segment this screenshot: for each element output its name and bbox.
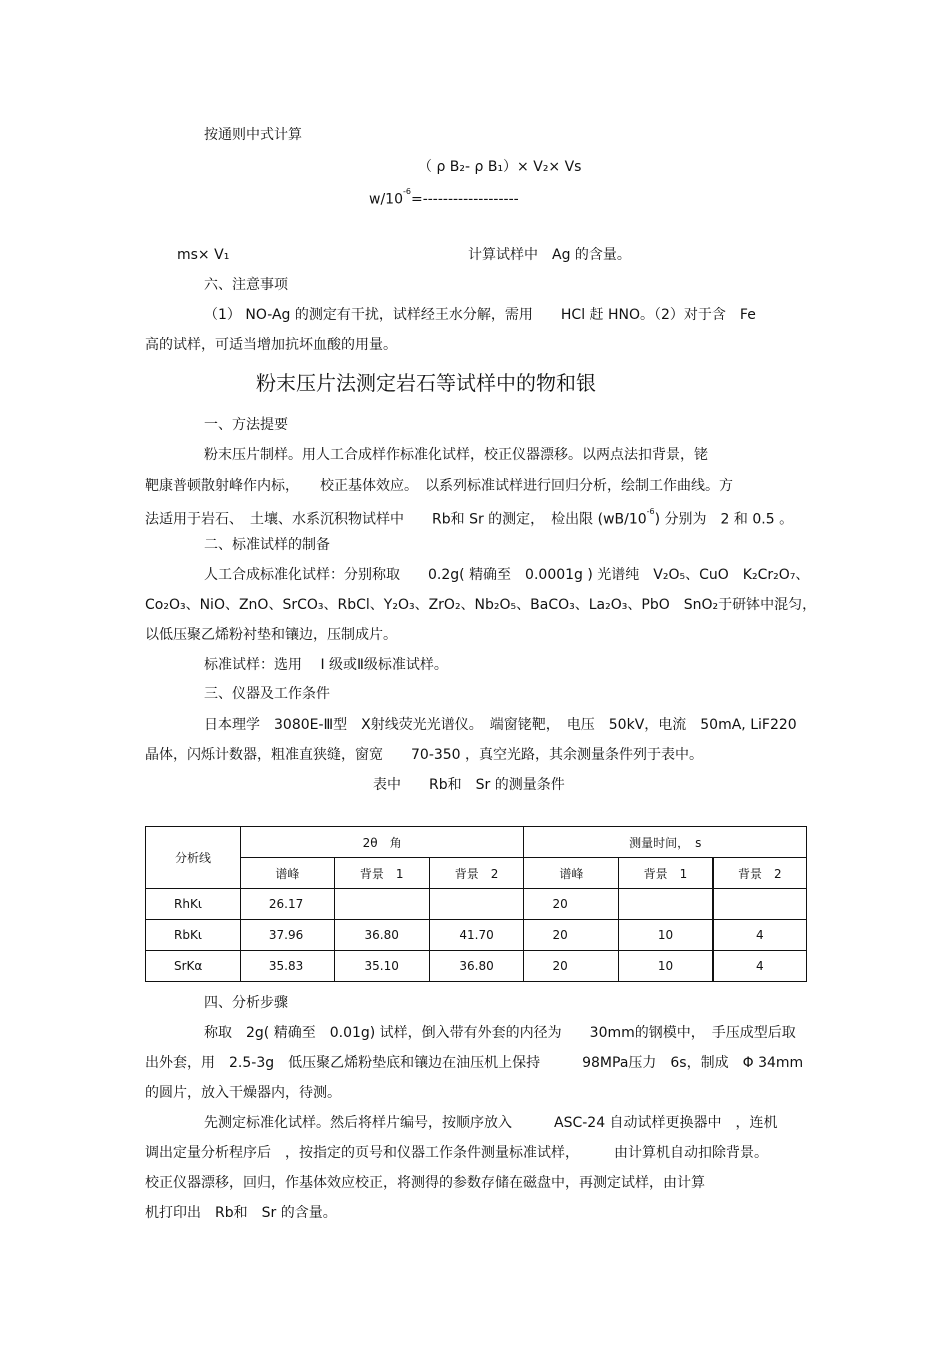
s4-line: 称取 2g( 精确至 0.01g) 试样，倒入带有外套的内径为 30mm的钢模中， 手压成型后取 [204,1025,796,1041]
measurement-conditions-table [145,826,807,982]
s2-heading: 二、标准试样的制备 [204,537,330,553]
s1-line: 靶康普顿散射峰作内标， 校正基体效应。 以系列标准试样进行回归分析，绘制工作曲线。方 [145,478,733,494]
table-cell: 20 [524,920,619,951]
s1-line [145,506,793,530]
s1-line: 粉末压片制样。用人工合成样作标准化试样，校正仪器漂移。以两点法扣背景，铑 [204,447,708,463]
table-cell: SrKα [146,951,241,982]
s3-heading: 三、仪器及工作条件 [204,686,330,702]
table-cell: 10 [619,920,713,951]
s1-line3-exp: -6 [646,507,655,516]
calc-intro: 按通则中式计算 [204,127,302,143]
table-cell: 36.80 [334,920,429,951]
calc-note: 计算试样中 Ag 的含量。 [468,247,631,263]
s4-line: 校正仪器漂移，回归，作基体效应校正，将测得的参数存储在磁盘中，再测定试样，由计算 [145,1175,705,1191]
s4-line: 调出定量分析程序后 ，按指定的页号和仪器工作条件测量标准试样， 由计算机自动扣除背景。 [145,1145,768,1161]
formula-lhs-exp: -6 [402,187,411,196]
s1-line3-a: 法适用于岩石、 土壤、水系沉积物试样中 Rb和 Sr 的测定， 检出限 (wB/10 [145,511,647,528]
s3-line: 晶体，闪烁计数器，粗准直狭缝，窗宽 70-350 ，真空光路，其余测量条件列于表中。 [145,747,704,763]
subheader-cell: 背景 1 [334,858,429,889]
table-cell [334,889,429,920]
table-cell [619,889,713,920]
table-cell: 10 [619,951,713,982]
table-cell: 4 [713,920,807,951]
notes-line: （1） NO-Ag 的测定有干扰，试样经王水分解，需用 HCl 赶 HNO。（2）对于含 Fe [204,307,756,323]
s4-heading: 四、分析步骤 [204,995,288,1011]
table-cell: 35.10 [334,951,429,982]
table-subheader-row [146,858,807,889]
s4-line: 的圆片，放入干燥器内，待测。 [145,1085,341,1101]
subheader-cell: 谱峰 [240,858,334,889]
s1-heading: 一、方法提要 [204,417,288,433]
table-row [146,951,807,982]
subheader-cell: 背景 2 [713,858,807,889]
table-cell: 37.96 [240,920,334,951]
table-cell: 20 [524,889,619,920]
table-cell: 36.80 [429,951,524,982]
table-cell [429,889,524,920]
notes-heading: 六、注意事项 [204,277,288,293]
formula-denominator: ms× V₁ [177,247,230,263]
table-header-row [146,827,807,858]
section-title: 粉末压片法测定岩石等试样中的物和银 [256,371,596,395]
header-analysis-line: 分析线 [146,827,241,889]
table-row [146,920,807,951]
table-cell: 20 [524,951,619,982]
s3-line: 日本理学 3080E-Ⅲ型 X射线荧光光谱仪。 端窗铑靶， 电压 50kV，电流 50mA, LiF220 [204,717,797,733]
table-cell: 41.70 [429,920,524,951]
formula-numerator: （ ρ B₂- ρ B₁）× V₂× Vs [418,159,582,175]
s4-line: 出外套，用 2.5-3g 低压聚乙烯粉垫底和镶边在油压机上保持 98MPa压力 6s，制成 Φ 34mm [145,1055,804,1071]
formula-dashes: =------------------- [410,191,519,208]
subheader-cell: 背景 2 [429,858,524,889]
table-row [146,889,807,920]
s2-line: Co₂O₃、NiO、ZnO、SrCO₃、RbCl、Y₂O₃、ZrO₂、Nb₂O₅、BaCO₃、La₂O₃、PbO SnO₂于研钵中混匀， [145,597,817,613]
formula-lhs-text: w/10 [369,191,403,208]
s2-line: 以低压聚乙烯粉衬垫和镶边，压制成片。 [145,627,397,643]
s4-line: 先测定标准化试样。然后将样片编号，按顺序放入 ASC-24 自动试样更换器中 ，连机 [204,1115,778,1131]
table-caption: 表中 Rb和 Sr 的测量条件 [373,777,565,793]
s1-line3-b: ) 分别为 2 和 0.5 。 [654,511,794,528]
table-cell: RbKι [146,920,241,951]
table-cell [713,889,807,920]
notes-line: 高的试样，可适当增加抗坏血酸的用量。 [145,337,397,353]
table-cell: 35.83 [240,951,334,982]
formula-lhs [369,186,519,210]
header-angle: 2θ 角 [240,827,524,858]
s2-line: 标准试样：选用 I 级或Ⅱ级标准试样。 [204,657,448,673]
s4-line: 机打印出 Rb和 Sr 的含量。 [145,1205,337,1221]
s2-line: 人工合成标准化试样：分别称取 0.2g( 精确至 0.0001g ) 光谱纯 V₂O₅、CuO K₂Cr₂O₇、 [204,567,810,583]
header-time: 测量时间， s [524,827,807,858]
subheader-cell: 谱峰 [524,858,619,889]
table-cell: 26.17 [240,889,334,920]
subheader-cell: 背景 1 [619,858,713,889]
table-cell: 4 [713,951,807,982]
table-cell: RhKι [146,889,241,920]
